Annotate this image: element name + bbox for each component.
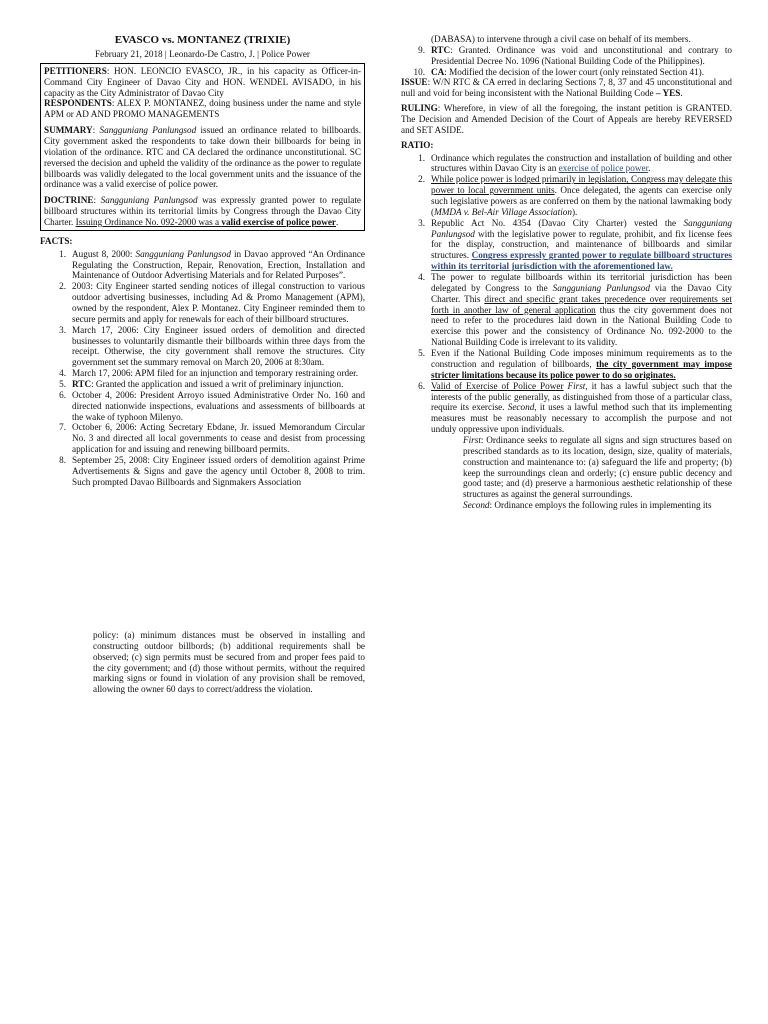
doctrine: DOCTRINE: Sangguniang Panlungsod was expressly granted power to regulate billboard structures within its territorial limits by Congress through the Davao City Charter. Issuing Ordinance No. 092-2000 was a valid exercise of police power. xyxy=(44,195,361,227)
list-item: 2. 2003: City Engineer started sending notices of illegal construction to various outdoor advertising businesses, including Ad & Promo Management (APM), owned by the respondent, Alex P. Montanez. City Engineer reminded them to secure permits and apply for renewals for each of their billboard structures. xyxy=(59,281,365,324)
list-item: 8. September 25, 2008: City Engineer issued orders of demolition against Prime Advertisements & Signs and gave the agency until October 8, 2008 to trim. Such prompted Davao Billboards and Signmakers Association xyxy=(59,455,365,487)
left-column xyxy=(40,34,365,488)
facts-list-continued xyxy=(401,34,732,77)
summary: SUMMARY: Sangguniang Panlungsod issued an ordinance related to billboards. City government asked the respondents to take down their billboards for being in violation of the ordinance. RTC and CA declared the ordinance unconstitutional. SC reversed the decision and upheld the validity of the ordinance as the power to regulate billboards was validly delegated to the local government units and the issuance of the ordinance was a valid exercise of police power. xyxy=(44,125,361,190)
case-title: EVASCO vs. MONTANEZ (TRIXIE) xyxy=(114,34,291,46)
list-item: 6. October 4, 2006: President Arroyo issued Administrative Order No. 160 and directed nationwide inspections, evaluations and assessments of billboards at the wake of typhoon Milenyo. xyxy=(59,389,365,422)
list-item: 1. Ordinance which regulates the construction and installation of building and other structures within Davao City is an exercise of police power. xyxy=(418,152,732,174)
issue: ISSUE: W/N RTC & CA erred in declaring Sections 7, 8, 37 and 45 unconstitutional and null and void for being inconsistent with the National Building Code – YES. xyxy=(401,77,732,99)
right-column xyxy=(401,34,732,511)
list-item: (DABASA) to intervene through a civil case on behalf of its members. xyxy=(431,34,691,44)
list-item: 10. CA: Modified the decision of the lower court (only reinstated Section 41). xyxy=(413,66,705,77)
list-item: 5. RTC: Granted the application and issued a writ of preliminary injunction. xyxy=(59,379,344,390)
list-item: 3. Republic Act No. 4354 (Davao City Charter) vested the Sangguniang Panlungsod with the legislative power to regulate, prohibit, and fix license fees for the display, construction, and maintenance of billboards and similar structures. Congress expressly granted power to regulate billboard structures within its territorial jurisdiction with the aforementioned law. xyxy=(418,217,732,272)
case-summary-box xyxy=(40,63,365,231)
ruling: RULING: Wherefore, in view of all the foregoing, the instant petition is GRANTED. The Decision and Amended Decision of the Court of Appeals are hereby REVERSED and SET ASIDE. xyxy=(401,103,732,135)
list-item: 5. Even if the National Building Code imposes minimum requirements as to the construction and regulation of billboards, the city government may impose stricter limitations because its police power to do so originates. xyxy=(418,348,732,380)
petitioners: PETITIONERS: HON. LEONCIO EVASCO, JR., in his capacity as Officer-in-Command City Engineer of Davao City and HON. WENDEL AVISADO, in his capacity as the City Administrator of Davao City xyxy=(44,65,361,98)
ratio-heading: RATIO: xyxy=(401,139,434,150)
first-requisite: First: Ordinance seeks to regulate all signs and sign structures based on prescribed standards as to its location, design, size, quality of materials, construction and maintenance to: (a) safeguard the life and property; (b) keep the surroundings clean and orderly; (c) ensure public decency and good taste; and (d) preserve a harmonious aesthetic relationship of these structures as against the general surroundings. xyxy=(463,434,732,500)
police-power-link: exercise of police power xyxy=(558,163,649,174)
congress-grant-link: Congress expressly granted power to regulate billboard structures within its territorial jurisdiction with the aforementioned law. xyxy=(431,250,732,272)
list-item: 1. August 8, 2000: Sangguniang Panlungsod in Davao approved “An Ordinance Regulating the Construction, Repair, Renovation, Erection, Installation and Maintenance of Outdoor Advertising Materials and for Related Purposes”. xyxy=(59,248,365,281)
list-item: 3. March 17, 2006: City Engineer issued orders of demolition and directed businesses to voluntarily dismantle their billboards within three days from the receipt. Otherwise, the city government shall remove the structures. City government set the summary removal on March 20, 2006 at 8:30am. xyxy=(59,324,365,368)
ratio-continuation xyxy=(93,630,365,695)
case-meta: February 21, 2018 | Leonardo-De Castro, J. | Police Power xyxy=(95,48,310,59)
second-requisite: Second: Ordinance employs the following rules in implementing its xyxy=(463,500,712,511)
list-item: 7. October 6, 2006: Acting Secretary Ebdane, Jr. issued Memorandum Circular No. 3 and directed all local governments to cease and desist from processing application for and issuing and renewing billboard permits. xyxy=(59,422,365,455)
ratio-list xyxy=(401,153,732,435)
list-item: 4. The power to regulate billboards within its territorial jurisdiction has been delegated by Congress to the Sangguniang Panlungsod via the Davao City Charter. This direct and specific grant takes precedence over requirements set forth in another law of general application thus the city government does not need to refer to the procedures laid down in the National Building Code to exercise this power and the consistency of Ordinance No. 092-2000 to the National Building Code is irrelevant to its validity. xyxy=(418,272,733,348)
policy-rules: policy: (a) minimum distances must be observed in installing and constructing outdoor billbords; (b) additional requirements shall be observed; (c) sign permits must be secured from and proper fees paid to the city government; and (d) those without permits, without the required marking signs or found in violation of any provision shall be removed, allowing the owner 60 days to correct/address the violation. xyxy=(93,630,365,695)
facts-list xyxy=(40,249,365,488)
facts-heading: FACTS: xyxy=(40,235,73,246)
list-item: 9. RTC: Granted. Ordinance was void and unconstitutional and contrary to Presidential Decree No. 1096 (National Building Code of the Philippines). xyxy=(418,44,732,66)
list-item: 6. Valid of Exercise of Police Power First, it has a lawful subject such that the interests of the public generally, as distinguished from those of a particular class, require its exercise. Second, it uses a lawful method such that its implementing measures must be reasonably necessary to accomplish the purpose and not unduly oppressive upon individuals. xyxy=(418,380,732,435)
list-item: 4. March 17, 2006: APM filed for an injunction and temporary restraining order. xyxy=(59,368,359,379)
respondents: RESPONDENTS: ALEX P. MONTANEZ, doing business under the name and style APM or AD AND PROMO MANAGEMENTS xyxy=(44,98,361,120)
list-item: 2. While police power is lodged primarily in legislation, Congress may delegate this power to local government units. Once delegated, the agents can exercise only such legislative powers as are conferred on them by the national lawmaking body (MMDA v. Bel-Air Village Association). xyxy=(418,174,732,217)
